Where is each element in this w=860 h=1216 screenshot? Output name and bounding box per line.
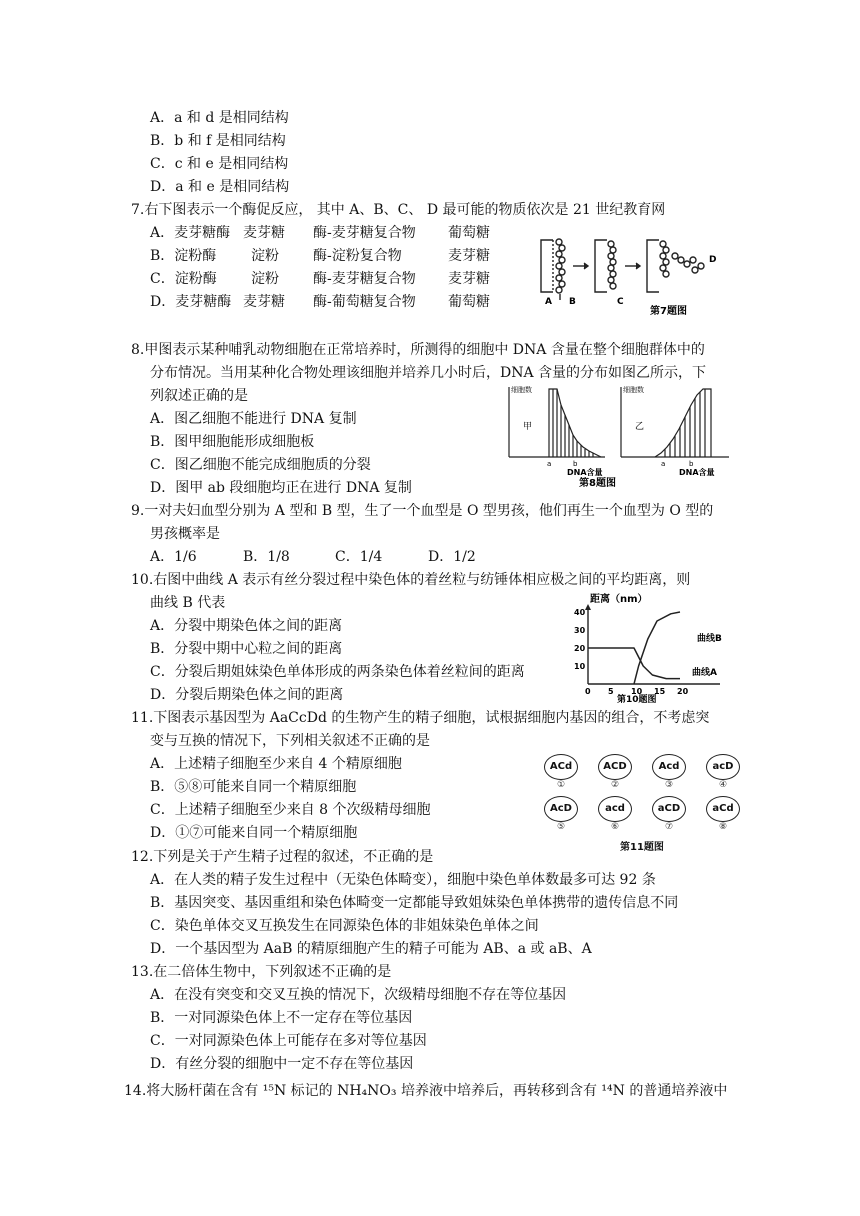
q10-ticks <box>574 608 689 696</box>
q7-d-col4: 葡萄糖 <box>448 294 490 310</box>
q7-stem: 7.右下图表示一个酶促反应， 其中 A、B、C、 D 最可能的物质依次是 21 世纪教育网 <box>131 202 666 218</box>
q12-option-c: C．染色单体交叉互换发生在同源染色体的非姐妹染色单体之间 <box>150 918 539 934</box>
q7-label-d: D <box>709 255 717 265</box>
q10-curve-b-label: 曲线B <box>697 634 722 644</box>
q13-option-c: C．一对同源染色体上可能存在多对等位基因 <box>150 1033 427 1049</box>
enzyme-final-shape <box>647 240 659 292</box>
q8-tick-b-right: b <box>689 460 694 468</box>
q7-label-b: B <box>569 297 576 307</box>
q13-option-d: D．有丝分裂的细胞中一定不存在等位基因 <box>150 1056 414 1072</box>
q7-c-col1: C．淀粉酶 <box>150 271 217 287</box>
q10-y-tick-0: 10 <box>574 662 586 671</box>
q8-dna-histogram-figure <box>505 383 737 489</box>
q10-option-c: C．分裂后期姐妹染色单体形成的两条染色体着丝粒间的距离 <box>150 664 525 680</box>
q7-c-col3: 酶-麦芽糖复合物 <box>313 271 416 287</box>
q8-panel-yi: 乙 <box>635 422 645 432</box>
q8-option-a: A．图乙细胞不能进行 DNA 复制 <box>150 411 357 427</box>
q8-ylabel-right: 细胞数 <box>623 386 644 394</box>
q7-enzyme-figure <box>535 232 735 318</box>
q9-option-d: D．1/2 <box>428 549 476 565</box>
sperm-cell-4: acD <box>706 754 740 780</box>
sperm-cell-1: ACd <box>544 754 578 780</box>
q9-option-c: C．1/4 <box>335 549 383 565</box>
sperm-cell-2: ACD <box>598 754 632 780</box>
q13-stem: 13.在二倍体生物中，下列叙述不正确的是 <box>131 964 392 980</box>
q11-option-c: C．上述精子细胞至少来自 8 个次级精母细胞 <box>150 802 431 818</box>
q10-x-tick-3: 15 <box>654 687 666 696</box>
q10-option-d: D．分裂后期染色体之间的距离 <box>150 687 344 703</box>
sperm-cell-3: Acd <box>652 754 686 780</box>
q10-x-tick-4: 20 <box>677 687 689 696</box>
q9-stem-line2: 男孩概率是 <box>150 526 220 542</box>
q9-option-a: A．1/6 <box>150 549 197 565</box>
q10-y-tick-1: 20 <box>574 644 586 653</box>
q7-d-col3: 酶-葡萄糖复合物 <box>313 294 416 310</box>
q10-series-curve-a <box>588 648 680 679</box>
q12-option-b: B．基因突变、基因重组和染色体畸变一定都能导致姐妹染色单体携带的遗传信息不同 <box>150 895 679 911</box>
q11-caption: 第11题图 <box>620 842 664 853</box>
q10-ylabel: 距离（nm） <box>590 594 648 605</box>
q7-d-col1: D．麦芽糖酶 <box>150 294 232 310</box>
q8-tick-a-right: a <box>661 460 666 468</box>
q8-caption: 第8题图 <box>579 478 616 489</box>
q8-tick-b-left: b <box>573 460 578 468</box>
substrate-b-chain <box>556 239 565 293</box>
q7-b-col2: 淀粉 <box>251 248 279 264</box>
q10-curve-a-label: 曲线A <box>692 668 717 678</box>
q11-stem-line1: 11.下图表示基因型为 AaCcDd 的生物产生的精子细胞，试根据细胞内基因的组合，不考虑突 <box>131 710 710 726</box>
q12-option-a: A．在人类的精子发生过程中（无染色体畸变），细胞中染色单体数最多可达 92 条 <box>150 872 656 888</box>
q7-a-col3: 酶-麦芽糖复合物 <box>313 225 416 241</box>
q12-stem: 12.下列是关于产生精子过程的叙述，不正确的是 <box>131 849 434 865</box>
q11-stem-line2: 变与互换的情况下，下列相关叙述不正确的是 <box>150 733 430 749</box>
q7-b-col4: 麦芽糖 <box>448 248 490 264</box>
q7-label-c: C <box>617 297 624 307</box>
q14-stem: 14.将大肠杆菌在含有 ¹⁵N 标记的 NH₄NO₃ 培养液中培养后，再转移到含有 ¹⁴N 的普通培养液中 <box>124 1083 728 1099</box>
q10-x-tick-0: 0 <box>585 687 591 696</box>
q6-option-a: A．a 和 d 是相同结构 <box>150 110 289 126</box>
q7-d-col2: 麦芽糖 <box>243 294 285 310</box>
q8-option-c: C．图乙细胞不能完成细胞质的分裂 <box>150 457 371 473</box>
complex-c-shape <box>595 240 607 292</box>
q6-option-c: C．c 和 e 是相同结构 <box>150 156 289 172</box>
q11-sperm-cells-figure <box>538 750 750 852</box>
q11-option-d: D．①⑦可能来自同一个精原细胞 <box>150 825 358 841</box>
q10-stem-line1: 10.右图中曲线 A 表示有丝分裂过程中染色体的着丝粒与纺锤体相应极之间的平均距离，则 <box>131 572 691 588</box>
cell-number-1: ① <box>556 780 566 790</box>
q8-xlabel-right: DNA含量 <box>679 468 715 477</box>
q10-y-tick-3: 40 <box>574 608 586 617</box>
q7-label-a: A <box>545 297 552 307</box>
sperm-cell-5: AcD <box>544 796 578 822</box>
cell-number-5: ⑤ <box>556 822 566 832</box>
q6-option-b: B．b 和 f 是相同结构 <box>150 133 286 149</box>
cell-number-7: ⑦ <box>664 822 674 832</box>
q10-x-tick-1: 5 <box>608 687 614 696</box>
q12-option-d: D．一个基因型为 AaB 的精原细胞产生的精子可能为 AB、a 或 aB、A <box>150 941 592 957</box>
complex-c-chain <box>608 241 616 289</box>
q7-a-col4: 葡萄糖 <box>448 225 490 241</box>
q10-caption: 第10题图 <box>617 695 657 705</box>
cell-number-6: ⑥ <box>610 822 620 832</box>
q10-stem-line2: 曲线 B 代表 <box>150 595 226 611</box>
q7-c-col4: 麦芽糖 <box>448 271 490 287</box>
q7-a-col1: A．麦芽糖酶 <box>150 225 231 241</box>
q11-option-b: B．⑤⑧可能来自同一个精原细胞 <box>150 779 357 795</box>
q13-option-a: A．在没有突变和交叉互换的情况下，次级精母细胞不存在等位基因 <box>150 987 567 1003</box>
q7-c-col2: 淀粉 <box>251 271 279 287</box>
cell-number-8: ⑧ <box>718 822 728 832</box>
product-d-molecules <box>660 241 704 277</box>
q10-x-tick-2: 10 <box>631 687 643 696</box>
q7-b-col1: B．淀粉酶 <box>150 248 217 264</box>
sperm-cell-8: aCd <box>706 796 740 822</box>
q8-stem-line3: 列叙述正确的是 <box>150 388 248 404</box>
q8-tick-a-left: a <box>547 460 552 468</box>
q8-ylabel-left: 细胞数 <box>511 386 532 394</box>
q8-stem-line2: 分布情况。当用某种化合物处理该细胞并培养几小时后，DNA 含量的分布如图乙所示，下 <box>150 365 707 381</box>
q8-option-d: D．图甲 ab 段细胞均正在进行 DNA 复制 <box>150 480 412 496</box>
sperm-cell-7: aCD <box>652 796 686 822</box>
sperm-cell-6: acd <box>598 796 632 822</box>
q11-option-a: A．上述精子细胞至少来自 4 个精原细胞 <box>150 756 402 772</box>
enzyme-a-shape <box>541 240 553 292</box>
q10-series-curve-b <box>634 612 680 684</box>
q13-option-b: B．一对同源染色体上不一定存在等位基因 <box>150 1010 413 1026</box>
q6-option-d: D．a 和 e 是相同结构 <box>150 179 290 195</box>
q8-xlabel-left: DNA含量 <box>567 468 603 477</box>
cell-number-4: ④ <box>718 780 728 790</box>
cell-number-3: ③ <box>664 780 674 790</box>
q9-stem-line1: 9.一对夫妇血型分别为 A 型和 B 型，生了一个血型是 O 型男孩，他们再生一个血型为 O 型的 <box>131 503 714 519</box>
q10-distance-chart <box>570 588 745 706</box>
cell-number-2: ② <box>610 780 620 790</box>
q8-stem-line1: 8.甲图表示某种哺乳动物细胞在正常培养时，所测得的细胞中 DNA 含量在整个细胞群体中的 <box>131 342 705 358</box>
q7-caption: 第7题图 <box>650 306 687 317</box>
q10-option-a: A．分裂中期染色体之间的距离 <box>150 618 343 634</box>
q7-a-col2: 麦芽糖 <box>243 225 285 241</box>
q8-panel-jia: 甲 <box>523 422 533 432</box>
q7-b-col3: 酶-淀粉复合物 <box>313 248 402 264</box>
q9-option-b: B．1/8 <box>243 549 290 565</box>
q10-series <box>588 612 680 684</box>
q10-option-b: B．分裂中期中心粒之间的距离 <box>150 641 343 657</box>
q10-y-tick-2: 30 <box>574 626 586 635</box>
q8-option-b: B．图甲细胞能形成细胞板 <box>150 434 315 450</box>
